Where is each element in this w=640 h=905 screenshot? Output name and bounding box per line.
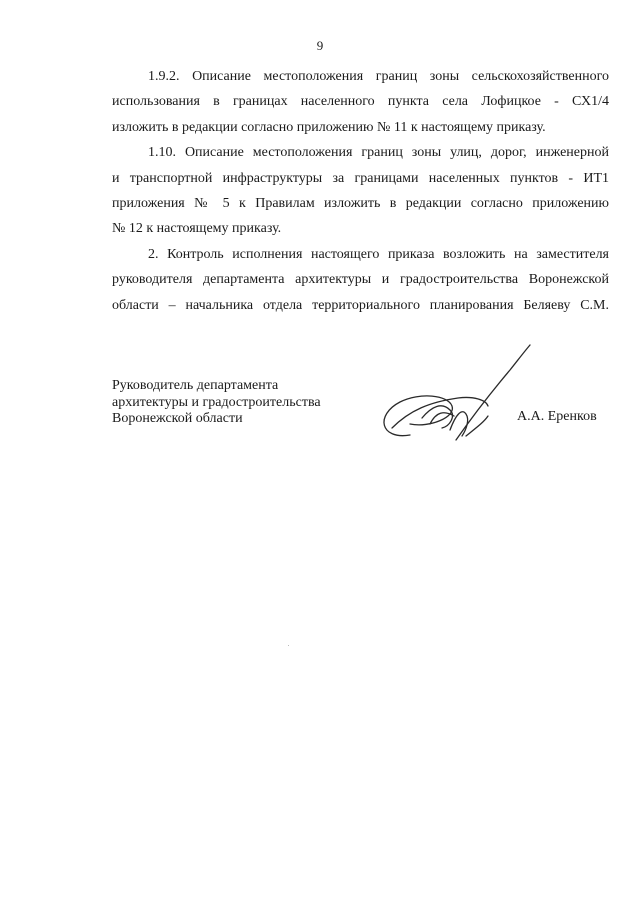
signatory-title-line: архитектуры и градостроительства	[112, 394, 321, 410]
text-line: 2. Контроль исполнения настоящего приказа возложить на заместителя	[148, 246, 609, 262]
paragraph-2	[112, 242, 609, 318]
text-line: и транспортной инфраструктуры за границами населенных пунктов - ИТ1	[112, 170, 609, 186]
signatory-title-line: Руководитель департамента	[112, 378, 279, 393]
paragraph-1-9-2	[112, 64, 609, 140]
page-number: 9	[316, 38, 324, 53]
text-line: 1.10. Описание местоположения границ зоны улиц, дорог, инженерной	[148, 145, 609, 161]
handwritten-signature	[370, 340, 540, 470]
signatory-name: А.А. Еренков	[517, 409, 597, 424]
text-line: области – начальника отдела территориального планирования Беляеву С.М.	[112, 297, 609, 313]
signatory-title-line: Воронежской области	[112, 411, 243, 426]
text-line: приложения № 5 к Правилам изложить в редакции согласно приложению	[112, 196, 609, 212]
signatory-title	[112, 378, 321, 428]
text-line: 1.9.2. Описание местоположения границ зоны сельскохозяйственного	[148, 69, 609, 84]
text-line: руководителя департамента архитектуры и градостроительства Воронежской	[112, 272, 609, 288]
text-line: изложить в редакции согласно приложению № 11 к настоящему приказу.	[112, 119, 546, 135]
scan-artifact	[288, 645, 289, 646]
paragraph-1-10	[112, 140, 609, 242]
document-body	[112, 64, 609, 318]
text-line: использования в границах населенного пункта села Лофицкое - СХ1/4	[112, 94, 609, 110]
text-line: № 12 к настоящему приказу.	[112, 221, 282, 237]
